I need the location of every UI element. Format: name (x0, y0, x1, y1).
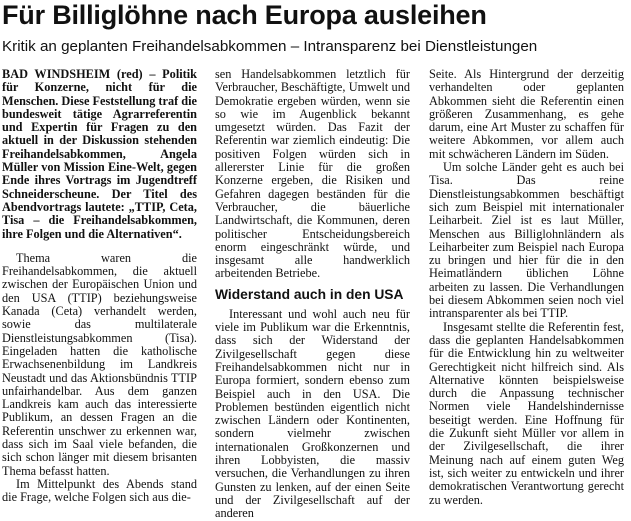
article-subhead: Widerstand auch in den USA (215, 286, 404, 302)
article-headline: Für Billiglöhne nach Europa ausleihen (2, 0, 487, 30)
article-paragraph: Thema waren die Freihandelsabkommen, die aktuell zwischen der Europäischen Union und den USA (TTIP) beziehungsweise Kanada (Ceta) verhandelt werden, sowie das multilaterale Dienstleistungsabkommen (Tisa). Eingeladen hatten die katholische Erwachsenenbildung im Landkreis Neustadt und das Aktionsbündnis TTIP unfairhandelbar. Aus dem ganzen Landkreis kam auch das interessierte Publikum, an dessen Fragen an die Referentin unschwer zu erkennen war, dass sich im Saal viele befanden, die sich schon länger mit diesem brisanten Thema befasst hatten. (2, 250, 197, 478)
article-paragraph: Um solche Länder geht es auch bei Tisa. Das reine Dienstleistungsabkommen beschäftigt sich zum Beispiel mit internationaler Leiharbeit. Ziel ist es laut Müller, Menschen aus Billiglohnländern als Leiharbeiter zum Beispiel nach Europa zu bringen und hier für die in den Heimatländern üblichen Löhne arbeiten zu lassen. Die Verhandlungen bei diesem Abkommen seien noch viel intransparenter als bei TTIP. (429, 160, 624, 321)
article-subheadline: Kritik an geplanten Freihandelsabkommen – Intransparenz bei Dienstleistungen (2, 38, 538, 55)
article-paragraph: sen Handelsabkommen letztlich für Verbraucher, Beschäftigte, Umwelt und Demokratie ergeben würden, wenn sie so wie im Augenblick bekannt umgesetzt würden. Das Fazit der Referentin war ziemlich eindeutig: Die positiven Folgen würden sich in allererster Linie für die großen Konzerne ergeben, die Risiken und Gefahren dagegen beständen für die Verbraucher, die bäuerliche Landwirtschaft, die Kommunen, deren politischer Entscheidungsbereich enorm eingeschränkt würde, und insgesamt alle handwerklich arbeitenden Betriebe. (215, 67, 410, 281)
article-paragraph: Seite. Als Hintergrund der derzeitig verhandelten oder geplanten Abkommen sieht die Referentin einen größeren Zusammenhang, es gehe darum, eine Art Muster zu schaffen für weitere Abkommen, vor allem auch mit schwächeren Ländern im Süden. (429, 67, 624, 161)
article-paragraph: Insgesamt stellte die Referentin fest, dass die geplanten Handelsabkommen für die Entwicklung hin zu weltweiter Gerechtigkeit nicht hilfreich sind. Als Alternative könnten beispielsweise durch die Anpassung technischer Normen viele Handelshindernisse beseitigt werden. Eine Hoffnung für die Zukunft sieht Müller vor allem in der Zivilgesellschaft, die ihrer Meinung nach auf einem guten Weg ist, sich weiter zu entwickeln und ihrer demokratischen Verantwortung gerecht zu werden. (429, 319, 624, 507)
article-column-2 (215, 68, 410, 521)
article-paragraph: Im Mittelpunkt des Abends stand die Frage, welche Folgen sich aus die- (2, 476, 197, 505)
article-column-3 (429, 68, 624, 507)
article-lead-paragraph: BAD WINDSHEIM (red) – Politik für Konzerne, nicht für die Menschen. Diese Feststellung traf die bundesweit tätige Agrarreferentin und Expertin für Fragen zu den aktuell in der Diskussion stehenden Freihandelsabkommen, Angela Müller von Mission Eine-Welt, gegen Ende ihres Vortrags im Jugendtreff Schneiderscheune. Der Titel des Abendvortrags lautete: „TTIP, Ceta, Tisa – die Freihandelsabkommen, ihre Folgen und die Alternativen“. (2, 67, 198, 241)
article-paragraph: Interessant und wohl auch neu für viele im Publikum war die Erkenntnis, dass sich der Widerstand der Zivilgesellschaft gegen diese Freihandelsabkommen nicht nur in Europa formiert, sondern ebenso zum Beispiel auch in den USA. Die Problemen bestünden eigentlich nicht zwischen Ländern oder Kontinenten, sondern vielmehr zwischen internationalen Großkonzernen und ihren Lobbyisten, die massiv versuchen, die Verhandlungen zu ihren Gunsten zu lenken, auf der einen Seite und der Zivilgesellschaft auf der anderen (215, 306, 410, 521)
article-column-1 (2, 68, 197, 505)
